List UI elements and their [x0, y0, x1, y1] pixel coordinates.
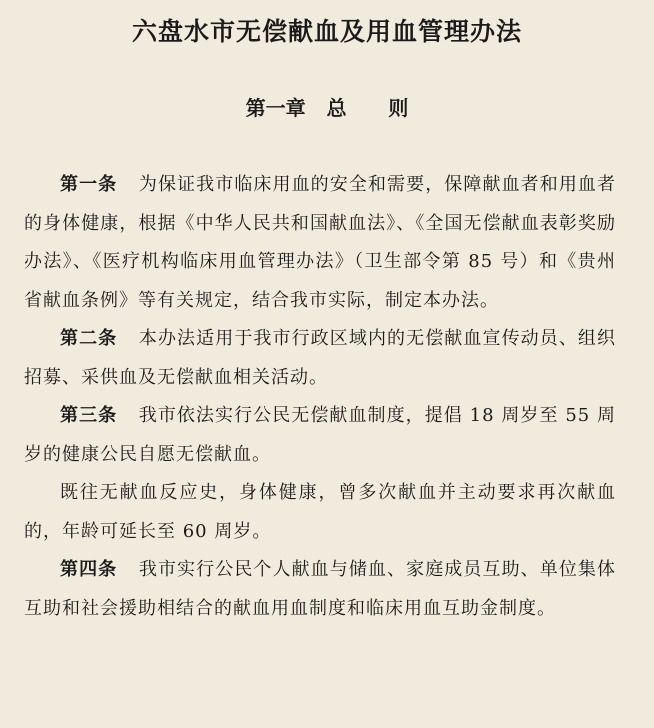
article-text: 我市依法实行公民无偿献血制度，提倡 18 周岁至 55 周岁的健康公民自愿无偿献血。: [24, 405, 617, 465]
article-label: 第一条: [60, 174, 118, 195]
article-paragraph: [24, 474, 616, 551]
article-text: 我市实行公民个人献血与储血、家庭成员互助、单位集体互助和社会援助相结合的献血用血制度和临床用血互助金制度。: [24, 559, 617, 619]
article-paragraph: [24, 551, 616, 628]
article-label: 第三条: [60, 405, 118, 426]
article-text: 为保证我市临床用血的安全和需要，保障献血者和用血者的身体健康，根据《中华人民共和国献血法》、《全国无偿献血表彰奖励办法》、《医疗机构临床用血管理办法》（卫生部令第 85 号）和《贵州省献血条例》等有关规定，结合我市实际，制定本办法。: [24, 174, 617, 311]
article-paragraph: [24, 397, 616, 474]
article-label: 第二条: [60, 328, 118, 349]
document-title: 六盘水市无偿献血及用血管理办法: [131, 17, 522, 46]
article-label: 第四条: [60, 559, 118, 580]
document-body: [24, 166, 616, 628]
chapter-heading: 第一章 总 则: [245, 96, 409, 120]
article-paragraph: [24, 166, 616, 320]
article-text: 既往无献血反应史，身体健康，曾多次献血并主动要求再次献血的，年龄可延长至 60 周岁。: [24, 482, 616, 542]
article-text: 本办法适用于我市行政区域内的无偿献血宣传动员、组织招募、采供血及无偿献血相关活动。: [24, 328, 617, 388]
article-paragraph: [24, 320, 616, 397]
